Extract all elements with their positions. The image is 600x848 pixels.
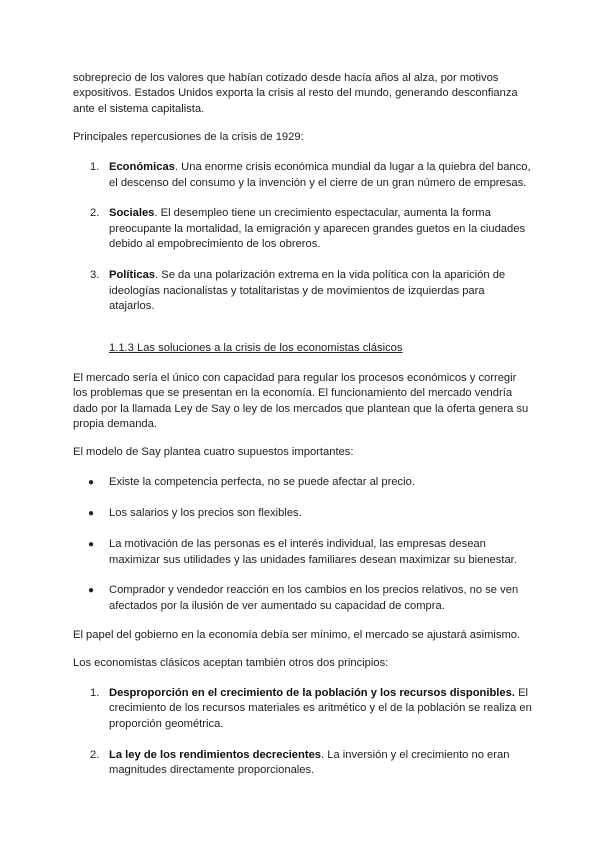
bullet-item: [73, 537, 533, 568]
list-item: [73, 160, 533, 191]
list-term: La ley de los rendimientos decrecientes: [109, 748, 322, 761]
say-assumptions-list: [73, 475, 533, 614]
government-paragraph: El papel del gobierno en la economía debía ser mínimo, el mercado se ajustará asimismo.: [73, 628, 521, 641]
repercussions-title: Principales repercusiones de la crisis de 1929:: [73, 130, 304, 143]
list-item: [73, 748, 533, 779]
list-number: 2.: [90, 748, 100, 761]
bullet-icon: ●: [88, 477, 95, 489]
bullet-item: [73, 583, 533, 614]
list-number: 1.: [90, 687, 100, 700]
bullet-item: [73, 506, 533, 521]
market-paragraph: El mercado sería el único con capacidad para regular los procesos económicos y corregir los problemas que se presentan en la economía. El funcionamiento del mercado vendría dado por la llamada Ley de Say o ley de los mercados que plantean que la oferta genera su propia demanda.: [73, 371, 529, 430]
list-number: 1.: [90, 161, 100, 174]
list-text: . La inversión y el crecimiento no eran magnitudes directamente proporcionales.: [109, 748, 510, 777]
list-term: Políticas: [109, 269, 156, 282]
bullet-text: La motivación de las personas es el interés individual, las empresas desean maximizar sus utilidades y las unidades familiares desean maximizar su bienestar.: [109, 538, 517, 566]
list-item: [73, 686, 533, 732]
list-text: El crecimiento de los recursos materiales es aritmético y el de la población se realiza en proporción geométrica.: [109, 687, 532, 730]
list-item: [73, 206, 533, 252]
document-page: [73, 71, 533, 794]
list-term: Económicas: [109, 161, 175, 174]
list-text: . El desempleo tiene un crecimiento espectacular, aumenta la forma preocupante la mortalidad, la emigración y aparecen grandes guetos en la ciudades debido al empobrecimiento de los obreros.: [109, 207, 526, 251]
list-number: 2.: [90, 207, 100, 220]
bullet-text: Comprador y vendedor reacción en los cambios en los precios relativos, no se ven afectados por la ilusión de ver aumentado su capacidad de compra.: [109, 584, 519, 612]
list-text: . Se da una polarización extrema en la vida política con la aparición de ideologías nacionalistas y totalitaristas y de movimientos de izquierdas para atajarlos.: [109, 269, 506, 312]
principles-intro: Los economistas clásicos aceptan también otros dos principios:: [73, 656, 389, 669]
list-term: Desproporción en el crecimiento de la población y los recursos disponibles.: [109, 687, 515, 700]
repercussions-list: [73, 160, 533, 314]
bullet-icon: ●: [88, 508, 95, 520]
list-text: . Una enorme crisis económica mundial da lugar a la quiebra del banco, el descenso del consumo y la invención y el cierre de un gran número de empresas.: [109, 161, 531, 189]
bullet-text: Los salarios y los precios son flexibles.: [109, 507, 302, 520]
list-term: Sociales: [109, 207, 155, 220]
say-intro: El modelo de Say plantea cuatro supuestos importantes:: [73, 445, 354, 458]
intro-paragraph: sobreprecio de los valores que habían cotizado desde hacía años al alza, por motivos expositivos. Estados Unidos exporta la crisis al resto del mundo, generando desconfianza ante el sistema capitalista.: [73, 72, 518, 115]
principles-list: [73, 686, 533, 779]
bullet-icon: ●: [88, 585, 95, 597]
section-heading: 1.1.3 Las soluciones a la crisis de los economistas clásicos: [109, 342, 403, 355]
bullet-item: [73, 475, 533, 490]
list-number: 3.: [90, 269, 100, 282]
list-item: [73, 268, 533, 314]
bullet-icon: ●: [88, 539, 95, 551]
bullet-text: Existe la competencia perfecta, no se puede afectar al precio.: [109, 476, 415, 489]
